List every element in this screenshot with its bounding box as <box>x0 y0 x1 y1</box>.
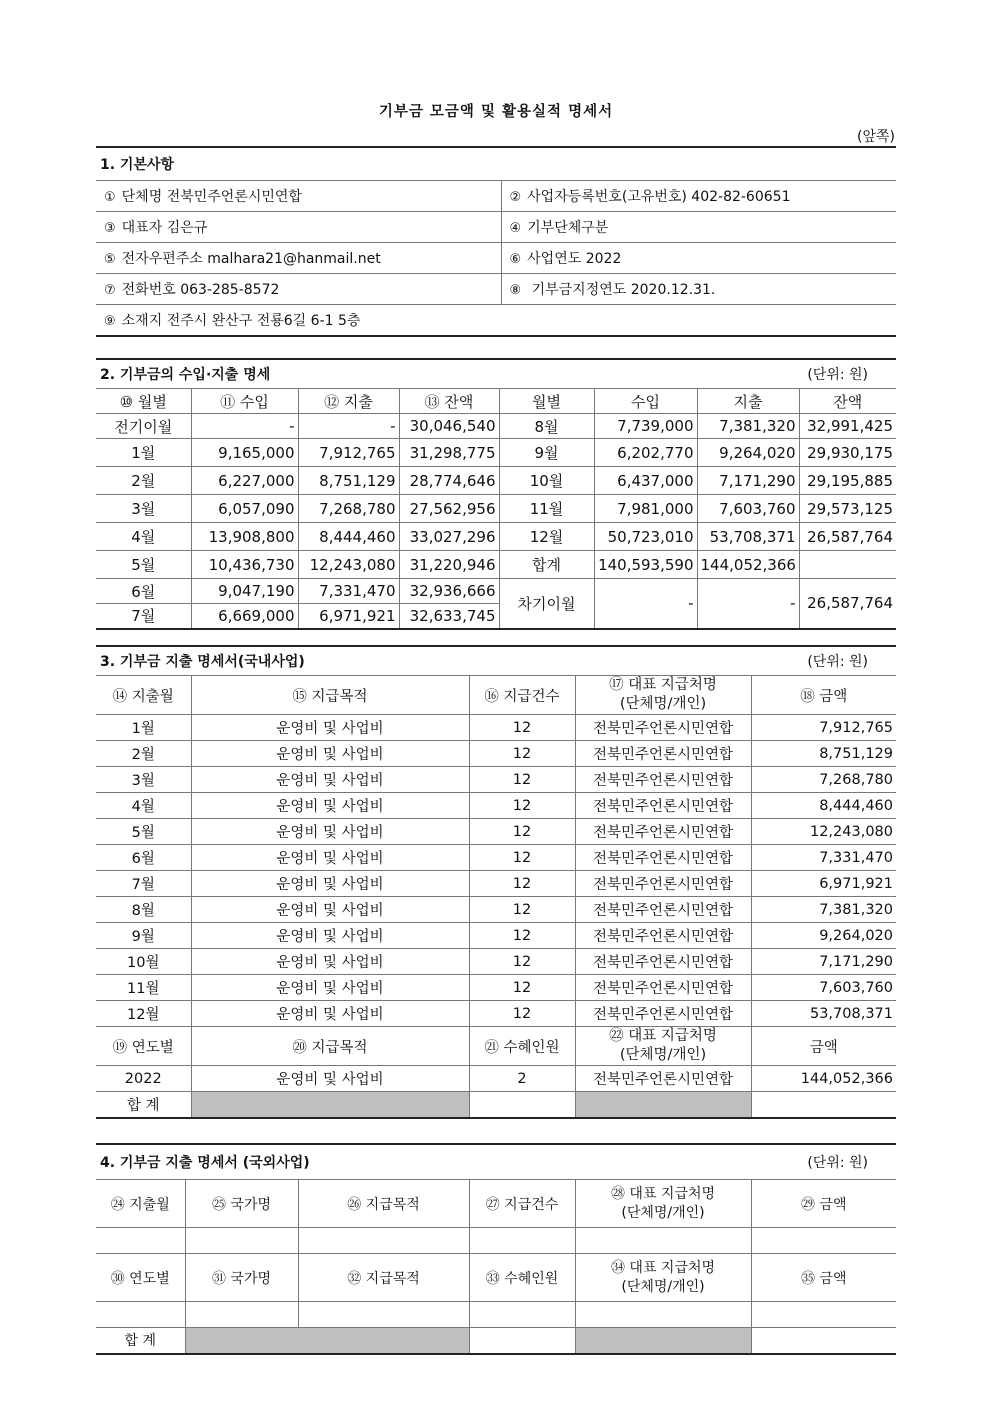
cell-balance: 32,633,745 <box>399 604 499 629</box>
cell-purpose: 운영비 및 사업비 <box>191 949 469 975</box>
col-header-payee: ⑰ 대표 지급처명 (단체명/개인) <box>575 676 751 715</box>
cell-expense: 144,052,366 <box>697 551 799 579</box>
field-registration-number: ② 사업자등록번호(고유번호) 402-82-60651 <box>501 181 896 212</box>
table-row <box>96 819 896 845</box>
cell-month: 6월 <box>96 845 191 871</box>
table-row <box>96 551 896 579</box>
total-cell-shaded <box>575 1092 751 1118</box>
cell-income: 6,057,090 <box>191 495 298 523</box>
cell-purpose: 운영비 및 사업비 <box>191 1066 469 1092</box>
cell-expense: 7,268,780 <box>298 495 399 523</box>
field-business-year: ⑥ 사업연도 2022 <box>501 243 896 274</box>
empty-cell <box>469 1228 575 1254</box>
section-title: 3. 기부금 지출 명세서(국내사업) <box>100 654 305 670</box>
col-header-beneficiaries: ㉝ 수혜인원 <box>469 1254 575 1302</box>
cell-month: 10월 <box>499 467 594 495</box>
unit-label: (단위: 원) <box>807 1155 868 1171</box>
section-basic-info <box>96 146 896 337</box>
cell-month: 7월 <box>96 871 191 897</box>
cell-purpose: 운영비 및 사업비 <box>191 845 469 871</box>
total-cell-amount <box>751 1328 896 1354</box>
total-cell-beneficiaries <box>469 1092 575 1118</box>
cell-income: - <box>191 414 298 439</box>
col-header-month: 월별 <box>499 389 594 414</box>
overseas-expenditure-table <box>96 1179 896 1355</box>
cell-expense: 7,912,765 <box>298 439 399 467</box>
cell-expense: 8,444,460 <box>298 523 399 551</box>
section-header <box>96 146 896 180</box>
col-header-country: ㉛ 국가명 <box>185 1254 298 1302</box>
cell-month: 5월 <box>96 819 191 845</box>
cell-income: 9,165,000 <box>191 439 298 467</box>
empty-cell <box>575 1228 751 1254</box>
cell-balance: 31,220,946 <box>399 551 499 579</box>
cell-payee: 전북민주언론시민연합 <box>575 949 751 975</box>
table-row <box>96 274 896 305</box>
table-header-row <box>96 1027 896 1066</box>
cell-expense: 9,264,020 <box>697 439 799 467</box>
cell-purpose: 운영비 및 사업비 <box>191 819 469 845</box>
table-row <box>96 495 896 523</box>
cell-month: 7월 <box>96 604 191 629</box>
cell-expense: 7,603,760 <box>697 495 799 523</box>
cell-amount: 7,331,470 <box>751 845 896 871</box>
table-row-empty <box>96 1302 896 1328</box>
cell-income: 50,723,010 <box>594 523 697 551</box>
section-header <box>96 1143 896 1179</box>
field-org-name: ① 단체명 전북민주언론시민연합 <box>96 181 501 212</box>
total-label: 합 계 <box>96 1328 185 1354</box>
section-income-expense <box>96 358 896 630</box>
cell-balance: 31,298,775 <box>399 439 499 467</box>
col-header-purpose: ⑮ 지급목적 <box>191 676 469 715</box>
total-row <box>96 1328 896 1354</box>
total-cell-shaded <box>575 1328 751 1354</box>
table-row <box>96 523 896 551</box>
cell-payee: 전북민주언론시민연합 <box>575 767 751 793</box>
cell-balance: 27,562,956 <box>399 495 499 523</box>
cell-expense: 8,751,129 <box>298 467 399 495</box>
cell-count: 12 <box>469 949 575 975</box>
cell-beneficiaries: 2 <box>469 1066 575 1092</box>
domestic-expenditure-table <box>96 675 896 1119</box>
total-cell-amount <box>751 1092 896 1118</box>
cell-month: 12월 <box>96 1001 191 1027</box>
cell-balance: 32,991,425 <box>799 414 896 439</box>
section-title: 2. 기부금의 수입·지출 명세 <box>100 367 271 383</box>
cell-month: 1월 <box>96 439 191 467</box>
col-header-income: ⑪ 수입 <box>191 389 298 414</box>
cell-balance: 32,936,666 <box>399 579 499 604</box>
col-header-purpose: ㉖ 지급목적 <box>298 1180 469 1228</box>
cell-amount: 7,171,290 <box>751 949 896 975</box>
empty-cell <box>751 1302 896 1328</box>
cell-year: 2022 <box>96 1066 191 1092</box>
cell-income: 7,981,000 <box>594 495 697 523</box>
cell-count: 12 <box>469 923 575 949</box>
cell-payee: 전북민주언론시민연합 <box>575 845 751 871</box>
cell-count: 12 <box>469 793 575 819</box>
cell-purpose: 운영비 및 사업비 <box>191 715 469 741</box>
cell-purpose: 운영비 및 사업비 <box>191 975 469 1001</box>
cell-income: 6,227,000 <box>191 467 298 495</box>
cell-expense: 7,331,470 <box>298 579 399 604</box>
cell-month: 11월 <box>96 975 191 1001</box>
col-header-expense: ⑫ 지출 <box>298 389 399 414</box>
col-header-payee: ㉞ 대표 지급처명 (단체명/개인) <box>575 1254 751 1302</box>
cell-month: 3월 <box>96 767 191 793</box>
cell-month: 합계 <box>499 551 594 579</box>
cell-amount: 7,268,780 <box>751 767 896 793</box>
cell-income: 140,593,590 <box>594 551 697 579</box>
empty-cell <box>298 1302 469 1328</box>
cell-payee: 전북민주언론시민연합 <box>575 741 751 767</box>
unit-label: (단위: 원) <box>807 367 868 383</box>
cell-purpose: 운영비 및 사업비 <box>191 793 469 819</box>
cell-income: 13,908,800 <box>191 523 298 551</box>
table-header-row <box>96 676 896 715</box>
section-title: 1. 기본사항 <box>100 157 175 173</box>
cell-count: 12 <box>469 819 575 845</box>
cell-count: 12 <box>469 897 575 923</box>
cell-count: 12 <box>469 767 575 793</box>
table-header-row <box>96 1254 896 1302</box>
empty-cell <box>185 1228 298 1254</box>
cell-amount: 8,444,460 <box>751 793 896 819</box>
col-header-month: ㉔ 지출월 <box>96 1180 185 1228</box>
col-header-payee: ㉘ 대표 지급처명 (단체명/개인) <box>575 1180 751 1228</box>
table-row <box>96 305 896 336</box>
empty-cell <box>751 1228 896 1254</box>
cell-month: 8월 <box>499 414 594 439</box>
table-row <box>96 793 896 819</box>
cell-count: 12 <box>469 741 575 767</box>
cell-amount: 7,912,765 <box>751 715 896 741</box>
cell-count: 12 <box>469 715 575 741</box>
cell-count: 12 <box>469 871 575 897</box>
cell-month: 12월 <box>499 523 594 551</box>
cell-balance: 29,195,885 <box>799 467 896 495</box>
cell-purpose: 운영비 및 사업비 <box>191 1001 469 1027</box>
table-row <box>96 923 896 949</box>
section-overseas-expenditure <box>96 1143 896 1355</box>
field-phone: ⑦ 전화번호 063-285-8572 <box>96 274 501 305</box>
cell-balance: 29,930,175 <box>799 439 896 467</box>
cell-purpose: 운영비 및 사업비 <box>191 923 469 949</box>
cell-month: 2월 <box>96 741 191 767</box>
cell-expense: - <box>298 414 399 439</box>
col-header-amount: 금액 <box>751 1027 896 1066</box>
section-header <box>96 645 896 675</box>
table-row <box>96 975 896 1001</box>
table-row <box>96 439 896 467</box>
cell-month: 4월 <box>96 793 191 819</box>
cell-expense: 7,381,320 <box>697 414 799 439</box>
cell-month: 전기이월 <box>96 414 191 439</box>
col-header-count: ⑯ 지급건수 <box>469 676 575 715</box>
cell-payee: 전북민주언론시민연합 <box>575 715 751 741</box>
empty-cell <box>96 1302 185 1328</box>
total-row <box>96 1092 896 1118</box>
cell-purpose: 운영비 및 사업비 <box>191 897 469 923</box>
empty-cell <box>469 1302 575 1328</box>
cell-month: 차기이월 <box>499 579 594 629</box>
cell-month: 8월 <box>96 897 191 923</box>
col-header-month: ⑭ 지출월 <box>96 676 191 715</box>
total-cell-shaded <box>191 1092 469 1118</box>
cell-expense: 6,971,921 <box>298 604 399 629</box>
cell-amount: 7,381,320 <box>751 897 896 923</box>
cell-payee: 전북민주언론시민연합 <box>575 1001 751 1027</box>
cell-purpose: 운영비 및 사업비 <box>191 741 469 767</box>
col-header-year: ⑲ 연도별 <box>96 1027 191 1066</box>
section-header <box>96 358 896 388</box>
col-header-beneficiaries: ㉑ 수혜인원 <box>469 1027 575 1066</box>
field-org-type: ④ 기부단체구분 <box>501 212 896 243</box>
section-domestic-expenditure <box>96 645 896 1119</box>
cell-month: 9월 <box>499 439 594 467</box>
basic-info-table <box>96 180 896 337</box>
col-header-balance: 잔액 <box>799 389 896 414</box>
table-row <box>96 181 896 212</box>
cell-count: 12 <box>469 1001 575 1027</box>
cell-month: 6월 <box>96 579 191 604</box>
cell-balance: 29,573,125 <box>799 495 896 523</box>
cell-month: 3월 <box>96 495 191 523</box>
cell-income: 7,739,000 <box>594 414 697 439</box>
cell-amount: 6,971,921 <box>751 871 896 897</box>
unit-label: (단위: 원) <box>807 654 868 670</box>
cell-amount: 144,052,366 <box>751 1066 896 1092</box>
cell-amount: 12,243,080 <box>751 819 896 845</box>
empty-cell <box>185 1302 298 1328</box>
table-row <box>96 1066 896 1092</box>
page-title: 기부금 모금액 및 활용실적 명세서 <box>378 104 614 120</box>
table-row <box>96 741 896 767</box>
cell-payee: 전북민주언론시민연합 <box>575 975 751 1001</box>
cell-income: 10,436,730 <box>191 551 298 579</box>
table-row <box>96 767 896 793</box>
income-expense-table <box>96 388 896 630</box>
cell-month: 11월 <box>499 495 594 523</box>
col-header-purpose: ㉜ 지급목적 <box>298 1254 469 1302</box>
cell-month: 9월 <box>96 923 191 949</box>
cell-month: 10월 <box>96 949 191 975</box>
cell-count: 12 <box>469 975 575 1001</box>
col-header-country: ㉕ 국가명 <box>185 1180 298 1228</box>
table-row <box>96 212 896 243</box>
table-row <box>96 243 896 274</box>
cell-month: 4월 <box>96 523 191 551</box>
cell-count: 12 <box>469 845 575 871</box>
cell-payee: 전북민주언론시민연합 <box>575 923 751 949</box>
cell-payee: 전북민주언론시민연합 <box>575 1066 751 1092</box>
col-header-income: 수입 <box>594 389 697 414</box>
cell-expense: 7,171,290 <box>697 467 799 495</box>
table-row <box>96 414 896 439</box>
page-side-label: (앞쪽) <box>857 129 895 145</box>
cell-amount: 9,264,020 <box>751 923 896 949</box>
empty-cell <box>96 1228 185 1254</box>
cell-expense: 53,708,371 <box>697 523 799 551</box>
cell-amount: 8,751,129 <box>751 741 896 767</box>
table-row <box>96 949 896 975</box>
total-label: 합 계 <box>96 1092 191 1118</box>
table-row <box>96 871 896 897</box>
cell-balance: 26,587,764 <box>799 523 896 551</box>
col-header-payee: ㉒ 대표 지급처명 (단체명/개인) <box>575 1027 751 1066</box>
total-cell-count <box>469 1328 575 1354</box>
cell-payee: 전북민주언론시민연합 <box>575 819 751 845</box>
cell-income: - <box>594 579 697 629</box>
col-header-amount: ⑱ 금액 <box>751 676 896 715</box>
cell-income: 6,669,000 <box>191 604 298 629</box>
cell-amount: 7,603,760 <box>751 975 896 1001</box>
table-row <box>96 897 896 923</box>
cell-payee: 전북민주언론시민연합 <box>575 793 751 819</box>
table-header-row <box>96 1180 896 1228</box>
empty-cell <box>575 1302 751 1328</box>
cell-expense: - <box>697 579 799 629</box>
field-representative: ③ 대표자 김은규 <box>96 212 501 243</box>
table-header-row <box>96 389 896 414</box>
empty-cell <box>298 1228 469 1254</box>
field-designation-year: ⑧ 기부금지정연도 2020.12.31. <box>501 274 896 305</box>
cell-balance: 30,046,540 <box>399 414 499 439</box>
cell-income: 6,437,000 <box>594 467 697 495</box>
cell-month: 2월 <box>96 467 191 495</box>
cell-balance: 26,587,764 <box>799 579 896 629</box>
col-header-purpose: ⑳ 지급목적 <box>191 1027 469 1066</box>
field-email: ⑤ 전자우편주소 malhara21@hanmail.net <box>96 243 501 274</box>
cell-income: 9,047,190 <box>191 579 298 604</box>
col-header-month: ⑩ 월별 <box>96 389 191 414</box>
cell-purpose: 운영비 및 사업비 <box>191 767 469 793</box>
cell-amount: 53,708,371 <box>751 1001 896 1027</box>
col-header-expense: 지출 <box>697 389 799 414</box>
cell-purpose: 운영비 및 사업비 <box>191 871 469 897</box>
col-header-year: ㉚ 연도별 <box>96 1254 185 1302</box>
table-row-empty <box>96 1228 896 1254</box>
cell-balance: 33,027,296 <box>399 523 499 551</box>
table-row <box>96 467 896 495</box>
cell-expense: 12,243,080 <box>298 551 399 579</box>
col-header-amount: ㉙ 금액 <box>751 1180 896 1228</box>
table-row <box>96 1001 896 1027</box>
field-address: ⑨ 소재지 전주시 완산구 전룡6길 6-1 5층 <box>96 305 896 336</box>
cell-income: 6,202,770 <box>594 439 697 467</box>
col-header-count: ㉗ 지급건수 <box>469 1180 575 1228</box>
col-header-amount: ㉟ 금액 <box>751 1254 896 1302</box>
cell-balance <box>799 551 896 579</box>
cell-month: 5월 <box>96 551 191 579</box>
cell-month: 1월 <box>96 715 191 741</box>
col-header-balance: ⑬ 잔액 <box>399 389 499 414</box>
table-row <box>96 579 896 604</box>
cell-payee: 전북민주언론시민연합 <box>575 897 751 923</box>
cell-payee: 전북민주언론시민연합 <box>575 871 751 897</box>
table-row <box>96 845 896 871</box>
cell-balance: 28,774,646 <box>399 467 499 495</box>
section-title: 4. 기부금 지출 명세서 (국외사업) <box>100 1155 310 1171</box>
total-cell-shaded <box>185 1328 469 1354</box>
table-row <box>96 715 896 741</box>
